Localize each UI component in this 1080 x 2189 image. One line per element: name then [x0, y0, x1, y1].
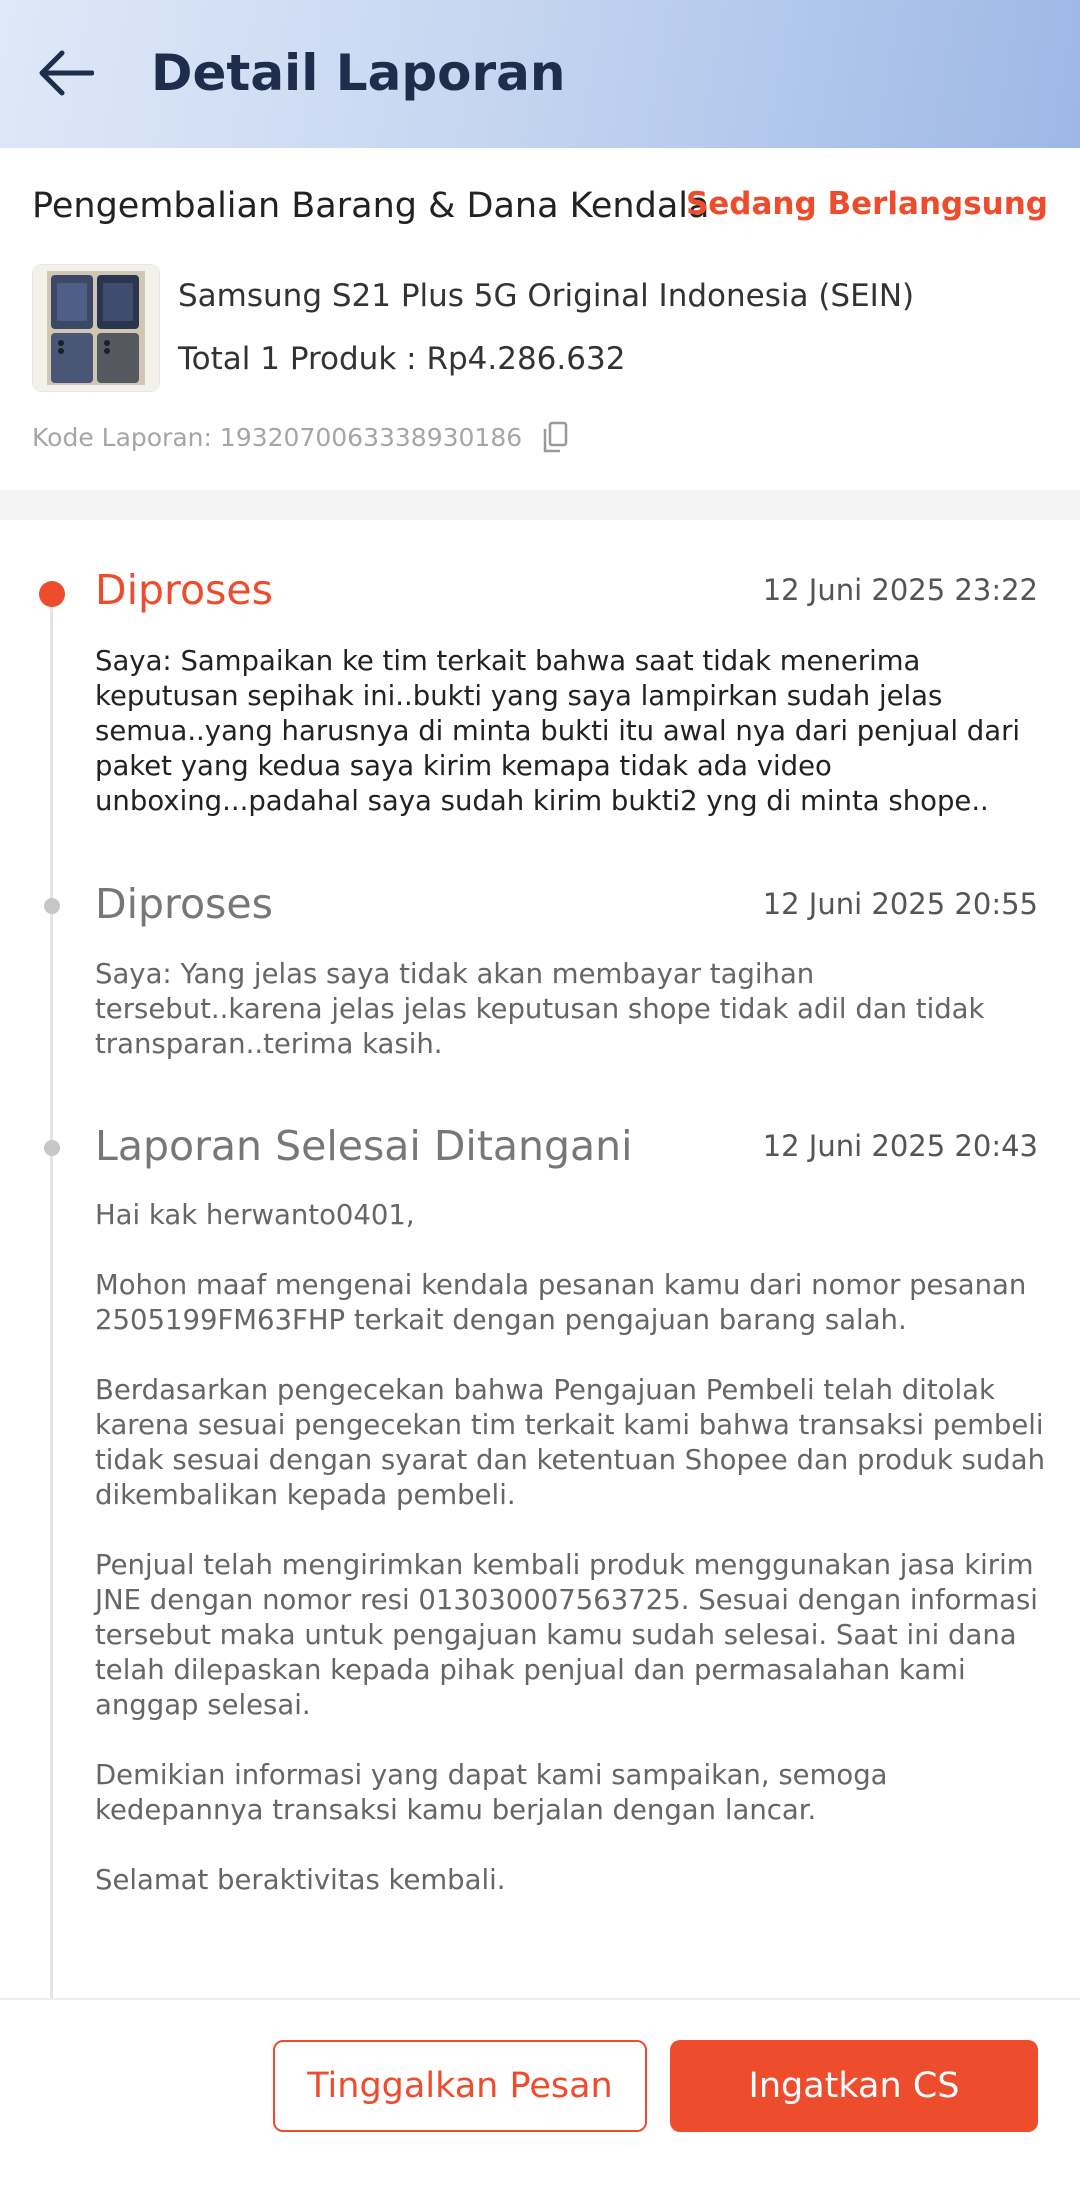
phone-image [33, 265, 159, 391]
status-badge: Sedang Berlangsung [685, 186, 1048, 222]
copy-button[interactable] [540, 420, 570, 454]
timeline-paragraph: Penjual telah mengirimkan kembali produk menggunakan jasa kirim JNE dengan nomor resi 013030007563725. Sesuai dengan informasi tersebut maka untuk pengajuan kamu sudah selesai. Saat ini dana telah dilepaskan kepada pihak penjual dan permasalahan kami anggap selesai. [95, 1549, 1038, 1721]
timeline-status-title: Laporan Selesai Ditangani [95, 1122, 633, 1170]
report-summary [0, 148, 1080, 490]
page-title: Detail Laporan [151, 44, 566, 102]
timeline-paragraph: Berdasarkan pengecekan bahwa Pengajuan Pembeli telah ditolak karena sesuai pengecekan tim terkait kami bahwa transaksi pembeli tidak sesuai dengan syarat dan ketentuan Shopee dan produk sudah dikembalikan kepada pembeli. [95, 1374, 1046, 1511]
timeline-timestamp: 12 Juni 2025 20:55 [762, 887, 1038, 921]
timeline-status-title: Diproses [95, 566, 273, 614]
report-code-label: Kode Laporan: [32, 422, 212, 452]
timeline-paragraph: Mohon maaf mengenai kendala pesanan kamu dari nomor pesanan 2505199FM63FHP terkait dengan pengajuan barang salah. [95, 1269, 1027, 1336]
report-code [32, 420, 570, 454]
timeline-message [95, 1198, 1045, 1898]
product-thumbnail[interactable] [32, 264, 160, 392]
report-type: Pengembalian Barang & Dana Kendala [32, 186, 710, 226]
action-footer [0, 1998, 1080, 2189]
timeline-line [50, 592, 53, 1998]
timeline-message [95, 957, 1045, 1062]
copy-icon [542, 421, 568, 453]
timeline-paragraph: Saya: Sampaikan ke tim terkait bahwa saat tidak menerima keputusan sepihak ini..bukti yang saya lampirkan sudah jelas semua..yang harusnya di minta bukti itu awal nya dari penjual dari paket yang kedua saya kirim kemapa tidak ada video unboxing...padahal saya sudah kirim bukti2 yng di minta shope.. [95, 645, 1021, 817]
product-total: Total 1 Produk : Rp4.286.632 [178, 341, 626, 377]
timeline-message [95, 644, 1045, 819]
arrow-left-icon [36, 49, 94, 97]
timeline-paragraph: Saya: Yang jelas saya tidak akan membayar tagihan tersebut..karena jelas jelas keputusan shope tidak adil dan tidak transparan..terima kasih. [95, 958, 985, 1060]
timeline-status-title: Diproses [95, 880, 273, 928]
leave-message-button[interactable]: Tinggalkan Pesan [273, 2040, 647, 2132]
timeline-timestamp: 12 Juni 2025 20:43 [762, 1129, 1038, 1163]
section-divider [0, 490, 1080, 520]
timeline-dot [44, 1140, 60, 1156]
remind-cs-button[interactable]: Ingatkan CS [670, 2040, 1038, 2132]
timeline-dot-active [39, 581, 65, 607]
timeline-dot [44, 898, 60, 914]
report-code-value: 1932070063338930186 [219, 422, 523, 452]
back-button[interactable] [28, 36, 102, 110]
timeline-paragraph: Selamat beraktivitas kembali. [95, 1864, 506, 1896]
timeline-paragraph: Demikian informasi yang dapat kami sampaikan, semoga kedepannya transaksi kamu berjalan dengan lancar. [95, 1759, 888, 1826]
timeline-timestamp: 12 Juni 2025 23:22 [762, 573, 1038, 607]
product-name[interactable]: Samsung S21 Plus 5G Original Indonesia (SEIN) [178, 278, 915, 314]
header-bar [0, 0, 1080, 148]
report-timeline [0, 520, 1080, 1998]
timeline-paragraph: Hai kak herwanto0401, [95, 1199, 415, 1231]
